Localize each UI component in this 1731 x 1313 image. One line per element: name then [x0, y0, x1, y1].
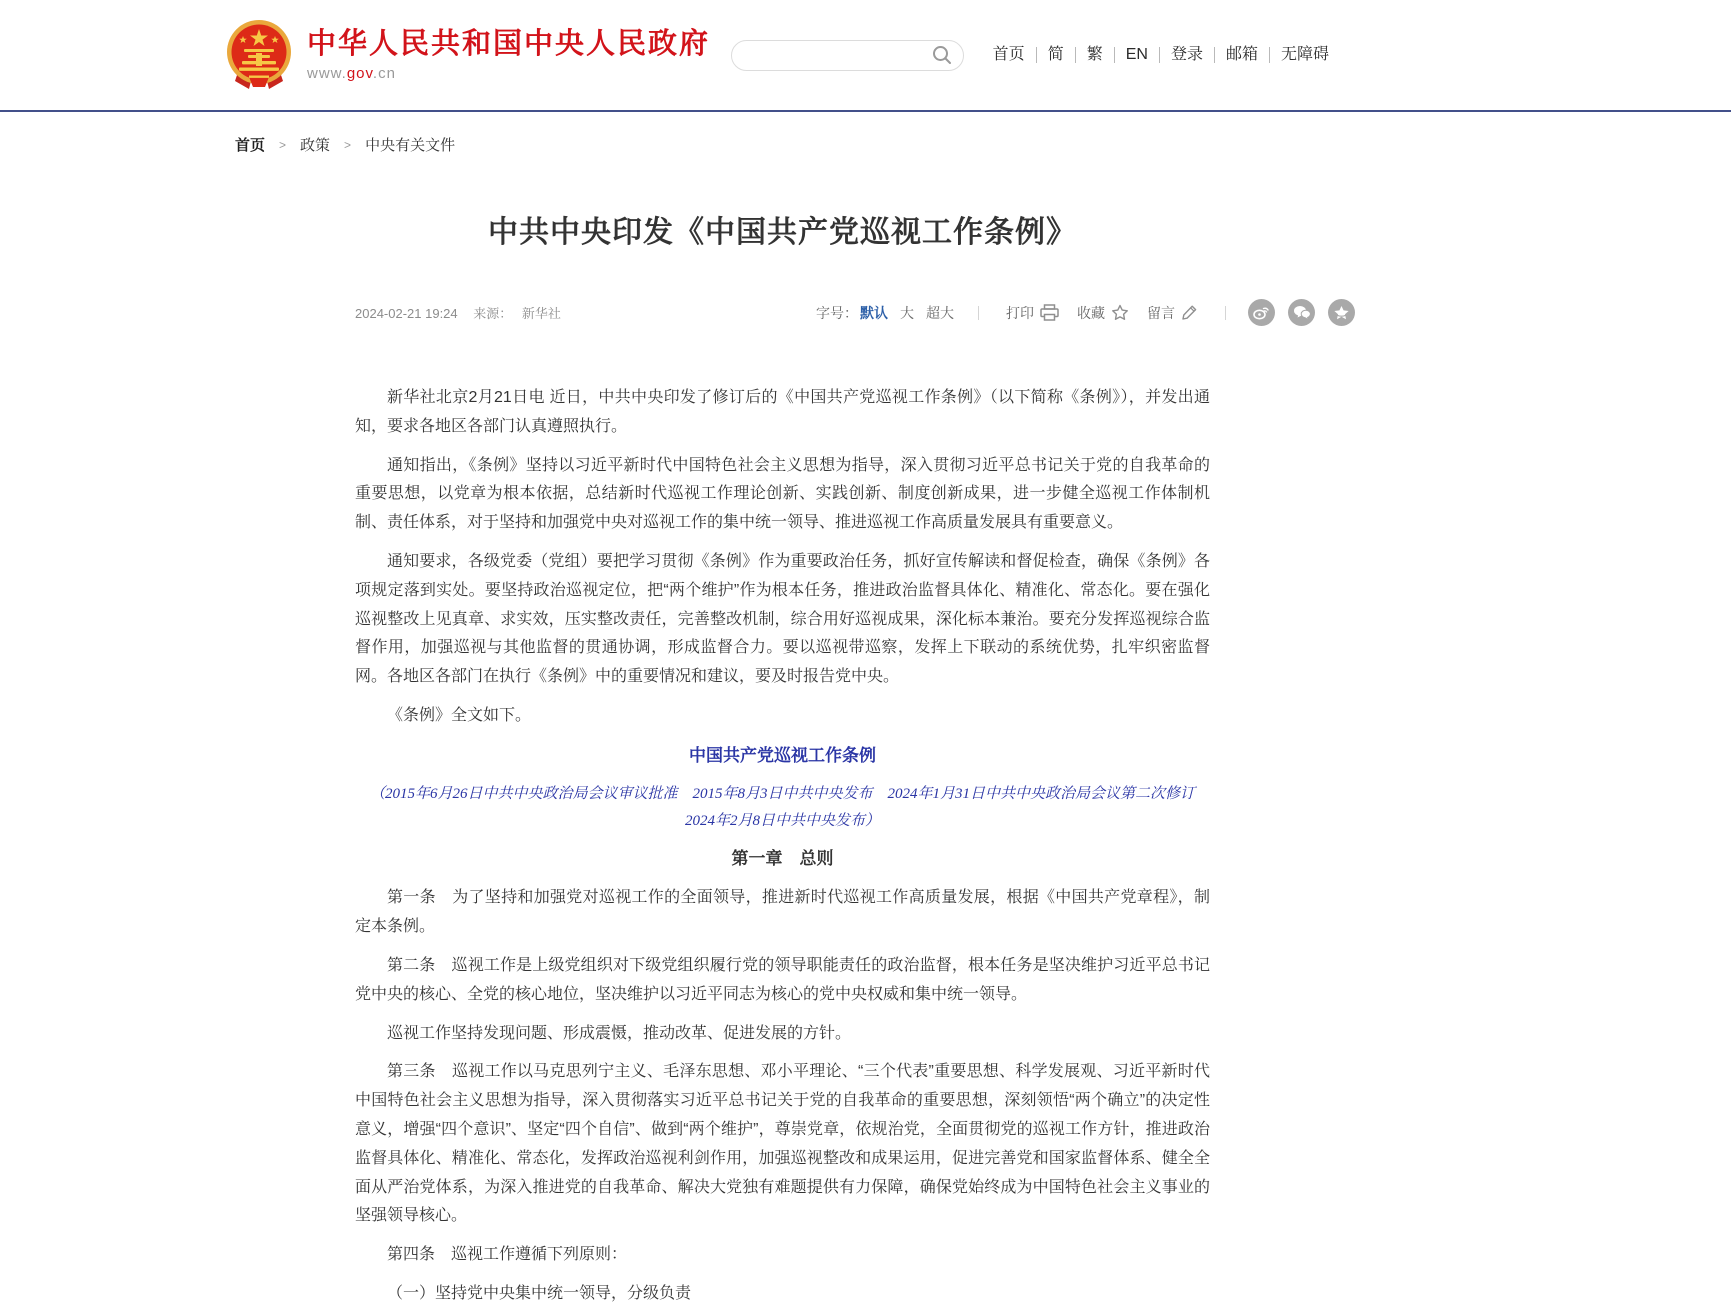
qzone-star-glyph: [1333, 305, 1350, 321]
breadcrumb-home[interactable]: 首页: [235, 137, 266, 154]
chapter-heading: 第一章 总则: [731, 848, 834, 868]
site-header: [0, 0, 1731, 112]
main-content: [235, 112, 1330, 1309]
paragraph: 新华社北京2月21日电 近日，中共中央印发了修订后的《中国共产党巡视工作条例》（以下简称《条例》），并发出通知，要求各地区各部门认真遵照执行。: [355, 389, 1210, 435]
article-toolbar: [816, 299, 1355, 326]
nav-link-login[interactable]: 登录: [1160, 47, 1215, 63]
star-icon: [1111, 304, 1129, 321]
top-nav: [982, 47, 1340, 63]
source-name: 新华社: [521, 306, 561, 321]
paragraph: 通知要求，各级党委（党组）要把学习贯彻《条例》作为重要政治任务，抓好宣传解读和督促检查，确保《条例》各项规定落到实处。要坚持政治巡视定位，把“两个维护”作为根本任务，推进政治监督具体化、精准化、常态化。要在强化巡视整改上见真章、求实效，压实整改责任，完善整改机制，综合用好巡视成果，深化标本兼治。要充分发挥巡视综合监督作用，加强巡视与其他监督的贯通协调，形成监督合力。要以巡视带巡察，发挥上下联动的系统优势，扎牢织密监督网。各地区各部门在执行《条例》中的重要情况和建议，要及时报告党中央。: [355, 552, 1210, 686]
toolbar-divider: [978, 306, 979, 320]
paragraph: 第二条 巡视工作是上级党组织对下级党组织履行党的领导职能责任的政治监督，根本任务是坚决维护习近平总书记党中央的核心、全党的核心地位，坚决维护以习近平同志为核心的党中央权威和集中统一领导。: [355, 957, 1210, 1003]
search-input[interactable]: [746, 41, 931, 70]
font-size-large-button[interactable]: 大: [900, 304, 914, 321]
paragraph: 通知指出，《条例》坚持以习近平新时代中国特色社会主义思想为指导，深入贯彻习近平总书记关于党的自我革命的重要思想，以党章为根本依据，总结新时代巡视工作理论创新、实践创新、制度创新成果，进一步健全巡视工作体制机制、责任体系，对于坚持和加强党中央对巡视工作的集中统一领导、推进巡视工作高质量发展具有重要意义。: [355, 456, 1210, 532]
article-title: 中共中央印发《中国共产党巡视工作条例》: [488, 216, 1077, 249]
source-label: 来源：: [473, 306, 513, 321]
publish-datetime: 2024-02-21 19:24: [355, 306, 458, 321]
site-title: 中华人民共和国中央人民政府: [307, 27, 711, 60]
document-revision-note: （2015年6月26日中共中央政治局会议审议批准 2015年8月3日中共中央发布 2024年1月31日中共中央政治局会议第二次修订 2024年2月8日中共中央发布）: [369, 786, 1211, 829]
paragraph: 第三条 巡视工作以马克思列宁主义、毛泽东思想、邓小平理论、“三个代表”重要思想、科学发展观、习近平新时代中国特色社会主义思想为指导，深入贯彻落实习近平总书记关于党的自我革命的重要思想，深刻领悟“两个确立”的决定性意义，增强“四个意识”、坚定“四个自信”、做到“两个维护”，尊崇党章，依规治党，全面贯彻党的巡视工作方针，推进政治监督具体化、精准化、常态化，发挥政治巡视利剑作用，加强巡视整改和成果运用，促进完善党和国家监督体系、健全全面从严治党体系，为深入推进党的自我革命、解决大党独有难题提供有力保障，确保党始终成为中国特色社会主义事业的坚强领导核心。: [355, 1063, 1210, 1225]
site-logo[interactable]: [225, 19, 710, 91]
nav-link-traditional[interactable]: 繁: [1076, 47, 1115, 63]
nav-link-accessibility[interactable]: 无障碍: [1280, 46, 1329, 63]
breadcrumb-policy[interactable]: 政策: [300, 137, 331, 154]
weibo-glyph: [1253, 305, 1270, 320]
wechat-glyph: [1293, 305, 1311, 320]
article-body: [355, 384, 1210, 1309]
article-meta-left: [355, 303, 567, 322]
font-size-default-button[interactable]: 默认: [860, 304, 888, 321]
comment-button[interactable]: 留言: [1147, 303, 1198, 323]
nav-link-home[interactable]: 首页: [982, 47, 1037, 63]
paragraph: 巡视工作坚持发现问题、形成震慑，推动改革、促进发展的方针。: [387, 1024, 852, 1042]
nav-link-simplified[interactable]: 简: [1037, 47, 1076, 63]
nav-link-mail[interactable]: 邮箱: [1215, 47, 1270, 63]
search-box[interactable]: [731, 40, 964, 71]
pencil-icon: [1181, 304, 1198, 321]
article-meta-bar: [355, 299, 1355, 326]
font-size-xlarge-button[interactable]: 超大: [926, 304, 954, 321]
paragraph: 第四条 巡视工作遵循下列原则：: [387, 1246, 628, 1264]
breadcrumb-separator: >: [279, 137, 287, 152]
favorite-button[interactable]: 收藏: [1077, 303, 1129, 323]
nav-link-english[interactable]: EN: [1115, 47, 1160, 63]
font-size-label: 字号：: [816, 304, 858, 321]
share-wechat-icon[interactable]: [1288, 299, 1315, 326]
printer-icon: [1040, 304, 1059, 321]
paragraph: 第一条 为了坚持和加强党对巡视工作的全面领导，推进新时代巡视工作高质量发展，根据《中国共产党章程》，制定本条例。: [355, 889, 1210, 936]
paragraph: 《条例》全文如下。: [387, 706, 532, 724]
print-button[interactable]: 打印: [1006, 303, 1059, 323]
paragraph: （一）坚持党中央集中统一领导，分级负责: [387, 1285, 692, 1303]
national-emblem-icon: [225, 19, 293, 91]
search-icon[interactable]: [931, 44, 953, 66]
toolbar-divider: [1225, 306, 1226, 320]
breadcrumb: [235, 112, 1330, 155]
site-url: www.gov.cn: [307, 65, 396, 83]
share-qzone-icon[interactable]: [1328, 299, 1355, 326]
breadcrumb-current: 中央有关文件: [365, 137, 456, 154]
document-title: 中国共产党巡视工作条例: [689, 745, 876, 765]
share-weibo-icon[interactable]: [1248, 299, 1275, 326]
breadcrumb-separator: >: [344, 137, 352, 152]
